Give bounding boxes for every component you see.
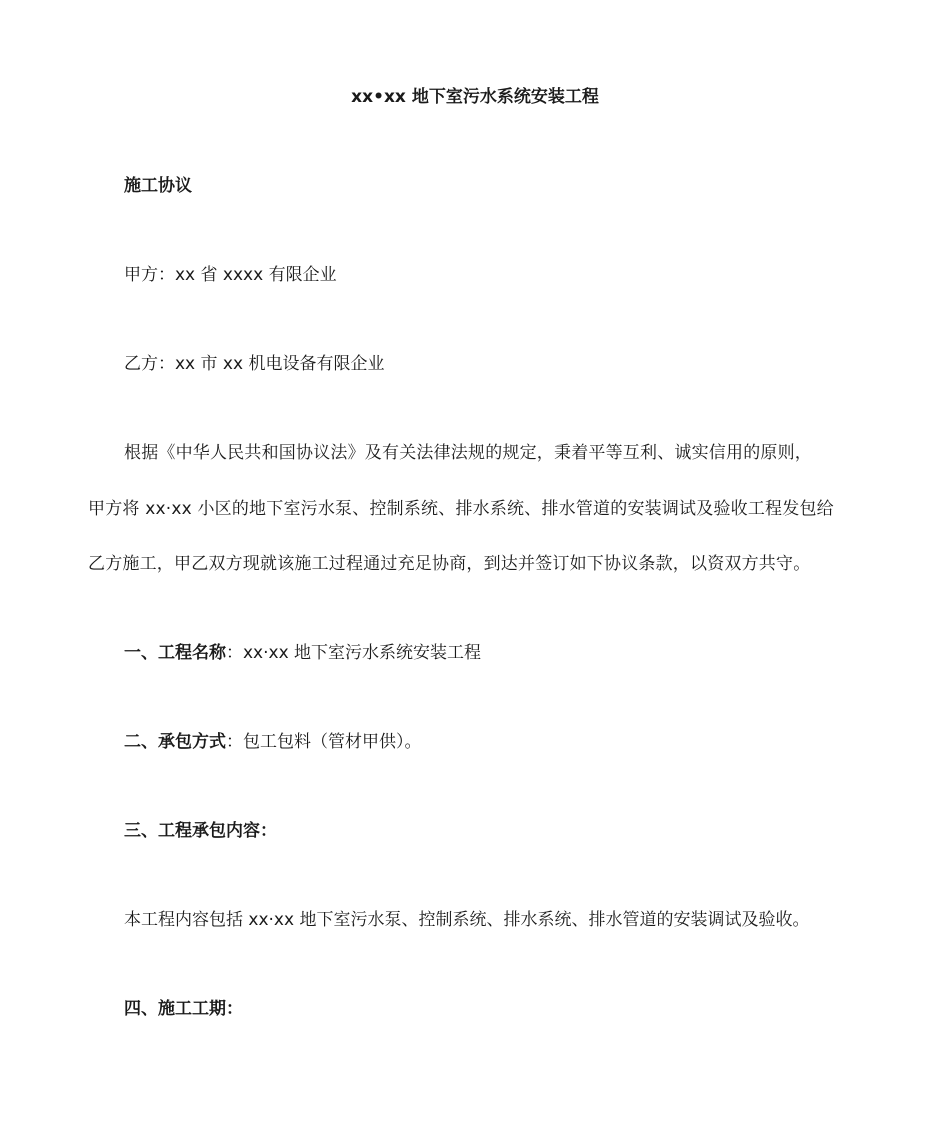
- document-title: xx•xx 地下室污水系统安装工程: [351, 87, 599, 107]
- intro-line-2: 甲方将 xx·xx 小区的地下室污水泵、控制系统、排水系统、排水管道的安装调试及验收工程发包给: [88, 499, 834, 519]
- section-1-text: ：xx·xx 地下室污水系统安装工程: [226, 643, 482, 663]
- section-2: [124, 730, 422, 754]
- party-b: 乙方：xx 市 xx 机电设备有限企业: [124, 354, 385, 374]
- section-2-text: ：包工包料（管材甲供）。: [226, 732, 422, 752]
- section-1: [124, 641, 481, 665]
- section-3-heading: 三、工程承包内容：: [124, 821, 277, 841]
- intro-line-3: 乙方施工，甲乙双方现就该施工过程通过充足协商，到达并签订如下协议条款，以资双方共守。: [88, 554, 811, 574]
- section-4-heading: 四、施工工期：: [124, 999, 243, 1019]
- document-subtitle: 施工协议: [124, 176, 192, 196]
- section-2-heading: 二、承包方式: [124, 732, 226, 752]
- section-3-text: 本工程内容包括 xx·xx 地下室污水泵、控制系统、排水系统、排水管道的安装调试及验收。: [124, 910, 810, 930]
- intro-line-1: 根据《中华人民共和国协议法》及有关法律法规的规定，秉着平等互利、诚实信用的原则，: [124, 443, 812, 463]
- section-1-heading: 一、工程名称: [124, 643, 226, 663]
- party-a: 甲方：xx 省 xxxx 有限企业: [124, 265, 337, 285]
